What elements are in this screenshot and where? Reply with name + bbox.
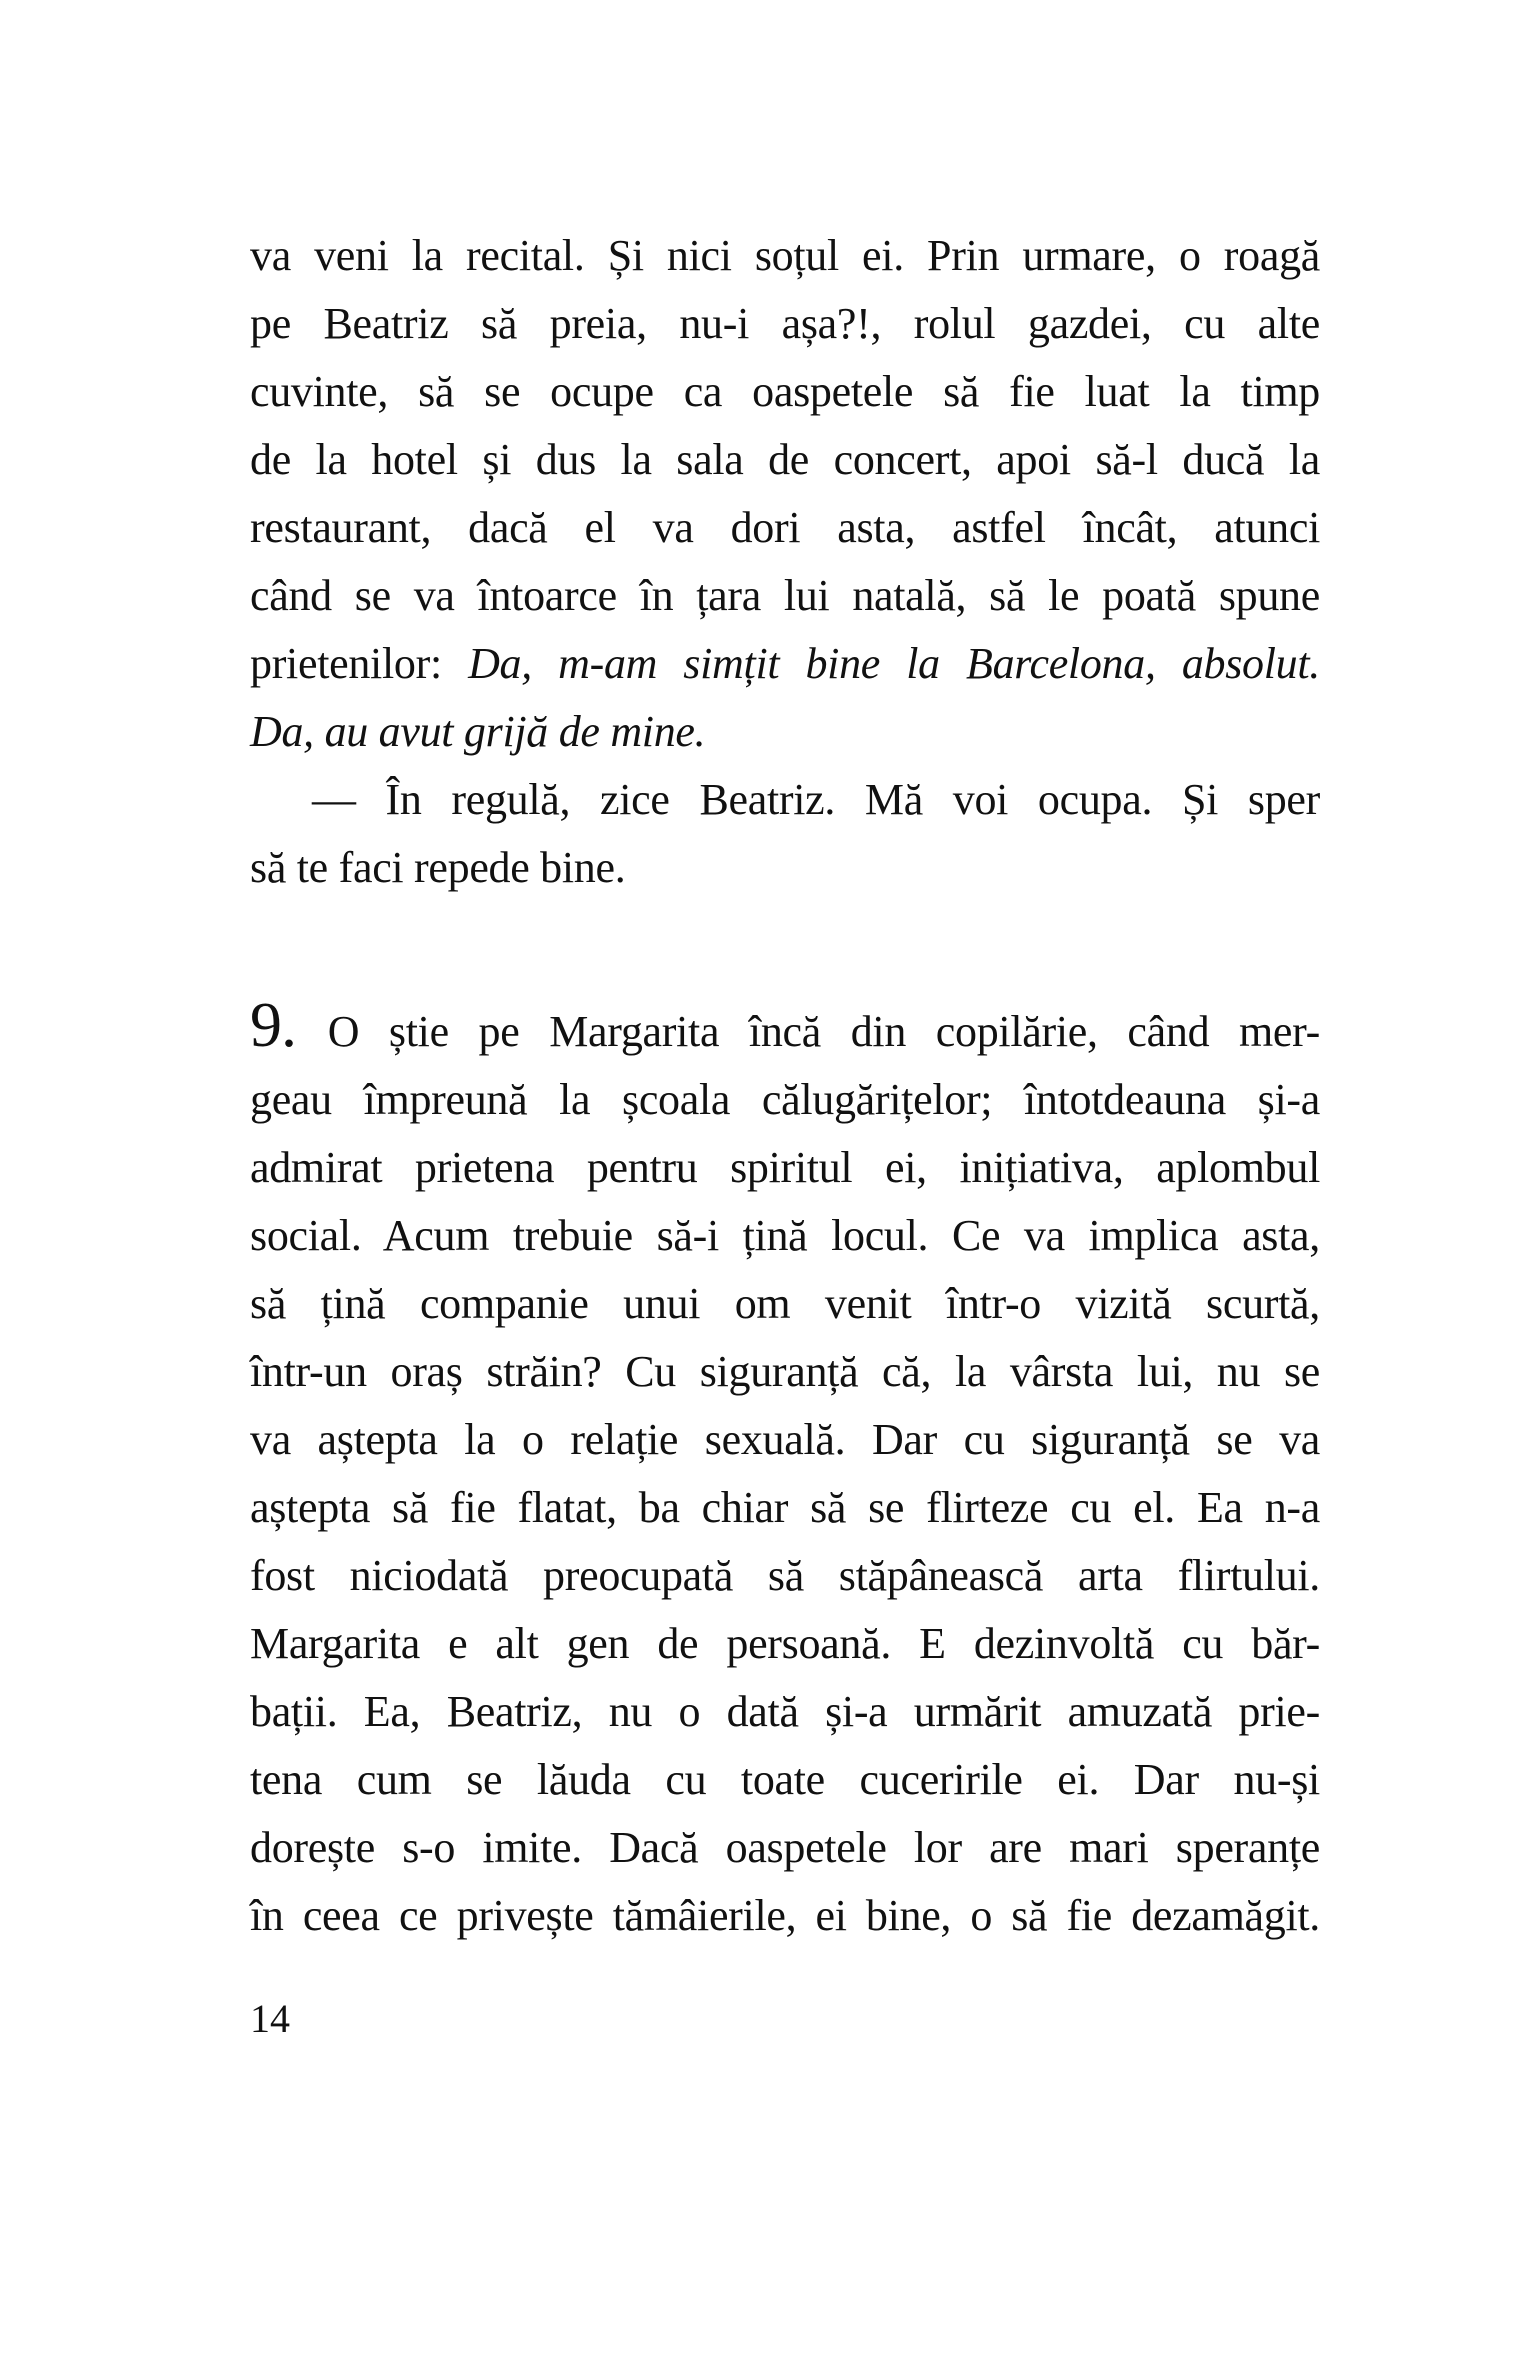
text-line: într-un oraș străin? Cu siguranță că, la vârsta lui, nu se (250, 1347, 1320, 1396)
text-segment: prietenilor: (250, 639, 469, 688)
section-spacer (250, 902, 1320, 998)
page-number: 14 (250, 1996, 290, 2041)
text-segment: O știe pe Margarita încă din copilărie, când mer- (298, 1007, 1320, 1056)
italic-quote: Da, au avut grijă de mine. (250, 707, 706, 756)
text-line-italic (250, 698, 1320, 766)
section-first-line (250, 989, 1320, 1066)
italic-quote: Da, m-am simțit bine la Barcelona, absolut. (468, 639, 1320, 688)
text-line: cuvinte, să se ocupe ca oaspetele să fie luat la timp (250, 367, 1320, 416)
text-line: de la hotel și dus la sala de concert, apoi să-l ducă la (250, 435, 1320, 484)
text-line: aștepta să fie flatat, ba chiar să se flirteze cu el. Ea n-a (250, 1483, 1320, 1532)
text-line-mixed (250, 630, 1320, 698)
text-line: bații. Ea, Beatriz, nu o dată și-a urmărit amuzată prie- (250, 1687, 1320, 1736)
text-line: Margarita e alt gen de persoană. E dezinvoltă cu băr- (250, 1619, 1320, 1668)
text-line: social. Acum trebuie să-i țină locul. Ce va implica asta, (250, 1211, 1320, 1260)
text-line: să țină companie unui om venit într-o vizită scurtă, (250, 1279, 1320, 1328)
text-line: în ceea ce privește tămâierile, ei bine, o să fie dezamăgit. (250, 1891, 1320, 1940)
text-line: va aștepta la o relație sexuală. Dar cu siguranță se va (250, 1415, 1320, 1464)
dialogue-line: să te faci repede bine. (250, 843, 626, 892)
text-line: când se va întoarce în țara lui natală, să le poată spune (250, 571, 1320, 620)
text-line: dorește s-o imite. Dacă oaspetele lor are mari speranțe (250, 1823, 1320, 1872)
section-number: 9. (250, 989, 296, 1060)
text-line: va veni la recital. Și nici soțul ei. Prin urmare, o roagă (250, 231, 1320, 280)
text-line: fost niciodată preocupată să stăpânească arta flirtului. (250, 1551, 1320, 1600)
text-line: admirat prietena pentru spiritul ei, inițiativa, aplombul (250, 1143, 1320, 1192)
dialogue-line: — În regulă, zice Beatriz. Mă voi ocupa. Și sper (312, 775, 1320, 824)
text-line: geau împreună la școala călugărițelor; întotdeauna și-a (250, 1075, 1320, 1124)
text-line: pe Beatriz să preia, nu-i așa?!, rolul gazdei, cu alte (250, 299, 1320, 348)
book-page-text (250, 222, 1320, 1950)
text-line: tena cum se lăuda cu toate cuceririle ei. Dar nu-și (250, 1755, 1320, 1804)
text-line: restaurant, dacă el va dori asta, astfel încât, atunci (250, 503, 1320, 552)
